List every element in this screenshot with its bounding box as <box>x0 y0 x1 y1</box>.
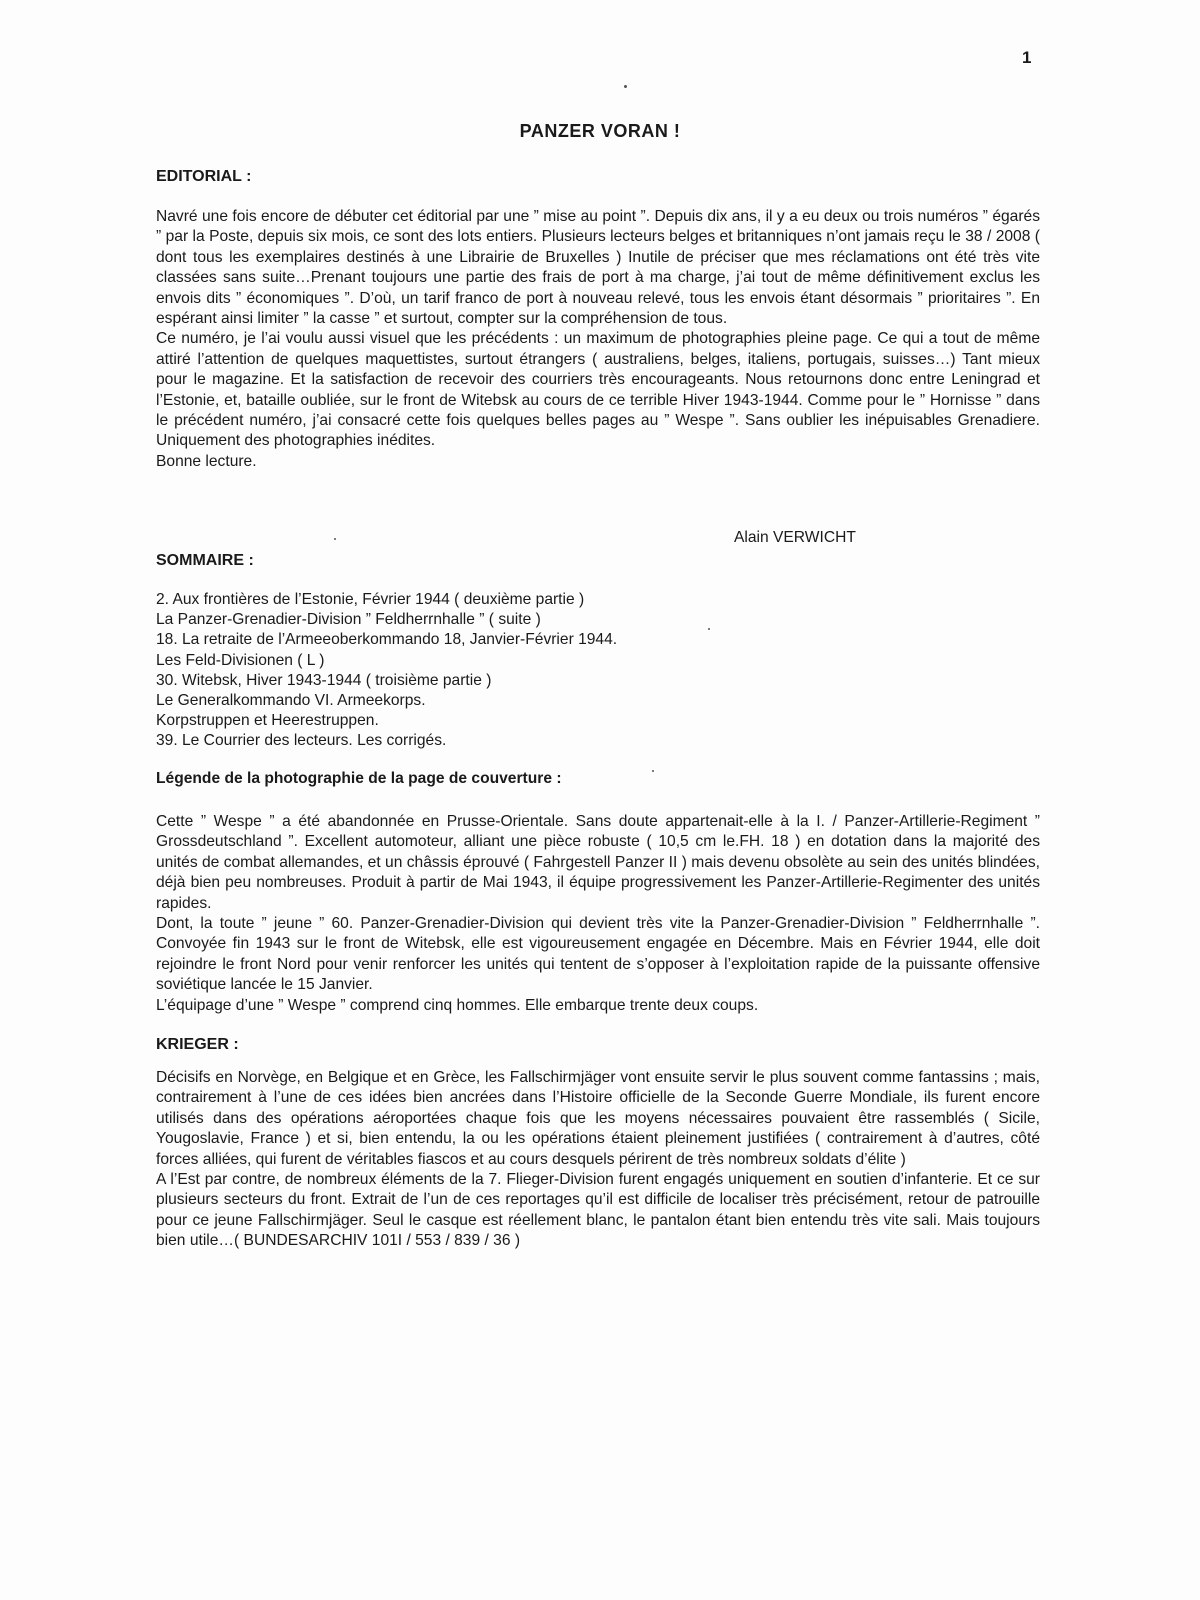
scan-speck <box>708 628 710 630</box>
toc-item: Le Generalkommando VI. Armeekorps. <box>156 692 426 710</box>
legende-paragraph: Dont, la toute ” jeune ” 60. Panzer-Grenadier-Division qui devient très vite la Panzer-Grenadier-Division ” Feldherrnhalle ”. Convoyée fin 1943 sur le front de Witebsk, elle est vigoureusement engagée en Décembre. Mais en Février 1944, elle doit rejoindre le front Nord pour venir renforcer les unités qui tentent de s’opposer à l’exploitation rapide de la puissante offensive soviétique lancée le 15 Janvier. <box>156 915 1040 994</box>
krieger-paragraph: A l’Est par contre, de nombreux éléments de la 7. Flieger-Division furent engagés uniquement en soutien d’infanterie. Et ce sur plusieurs secteurs du front. Extrait de l’un de ces reportages qu’il est difficile de localiser très précisément, retour de patrouille pour ce jeune Fallschirmjäger. Seul le casque est réellement blanc, le pantalon étant bien entendu très vite sali. Mais toujours bien utile…( BUNDESARCHIV 101I / 553 / 839 / 36 ) <box>156 1171 1040 1250</box>
editorial-heading: EDITORIAL : <box>156 168 252 185</box>
legende-paragraph: L’équipage d’une ” Wespe ” comprend cinq hommes. Elle embarque trente deux coups. <box>156 996 759 1014</box>
krieger-paragraph: Décisifs en Norvège, en Belgique et en Grèce, les Fallschirmjäger vont ensuite servir le plus souvent comme fantassins ; mais, contrairement à l’une de ces idées bien ancrées dans l’Histoire officielle de la Seconde Guerre Mondiale, ils furent encore utilisés dans des opérations aéroportées chaque fois que les moyens nécessaires pouvaient être rassemblés ( Sicile, Yougoslavie, France ) et si, bien entendu, la ou les opérations étaient pleinement justifiées ( contrairement à d’autres, côté forces alliées, qui furent de véritables fiascos et au cours desquels périrent de très nombreux soldats d’élite ) <box>156 1069 1040 1168</box>
scan-speck <box>624 85 627 88</box>
legende-paragraph: Cette ” Wespe ” a été abandonnée en Prusse-Orientale. Sans doute appartenait-elle à la I. / Panzer-Artillerie-Regiment ” Grossdeutschland ”. Excellent automoteur, alliant une pièce robuste ( 10,5 cm le.FH. 18 ) en dotation dans la majorité des unités de combat allemandes, et un châssis éprouvé ( Fahrgestell Panzer II ) mais devenu obsolète au sein des unités blindées, déjà bien peu nombreuses. Produit à partir de Mai 1943, il équipe progressivement les Panzer-Artillerie-Regimenter des unités rapides. <box>156 813 1040 912</box>
editorial-body <box>156 207 1040 472</box>
toc-item: 18. La retraite de l’Armeeoberkommando 18, Janvier-Février 1944. <box>156 631 618 649</box>
toc-item: La Panzer-Grenadier-Division ” Feldherrnhalle ” ( suite ) <box>156 611 541 629</box>
editorial-paragraph: Bonne lecture. <box>156 452 257 470</box>
scan-speck <box>652 770 654 772</box>
legende-body <box>156 812 1040 1016</box>
document-title: PANZER VORAN ! <box>519 121 681 141</box>
toc-item: 39. Le Courrier des lecteurs. Les corrigés. <box>156 732 447 750</box>
sommaire-heading: SOMMAIRE : <box>156 552 254 569</box>
page-number: 1 <box>1022 48 1032 67</box>
krieger-body <box>156 1068 1040 1252</box>
editorial-paragraph: Navré une fois encore de débuter cet éditorial par une ” mise au point ”. Depuis dix ans, il y a eu deux ou trois numéros ” égarés ” par la Poste, depuis six mois, ce sont des lots entiers. Plusieurs lecteurs belges et britanniques n’ont jamais reçu le 38 / 2008 ( dont tous les exemplaires destinés à une Librairie de Bruxelles ) Inutile de préciser que mes réclamations ont été très vite classées sans suite…Prenant toujours une partie des frais de port à ma charge, j’ai tout de même définitivement exclus les envois dits ” économiques ”. D’où, un tarif franco de port à nouveau relevé, tous les envois étant désormais ” prioritaires ”. En espérant ainsi limiter ” la casse ” et surtout, compter sur la compréhension de tous. <box>156 208 1040 328</box>
legende-heading: Légende de la photographie de la page de couverture : <box>156 770 562 787</box>
toc-item: Les Feld-Divisionen ( L ) <box>156 651 325 669</box>
scan-speck <box>334 538 336 540</box>
toc-item: 2. Aux frontières de l’Estonie, Février 1944 ( deuxième partie ) <box>156 591 585 608</box>
toc-item: Korpstruppen et Heerestruppen. <box>156 712 379 730</box>
krieger-heading: KRIEGER : <box>156 1036 239 1053</box>
table-of-contents <box>156 590 617 752</box>
editorial-signature: Alain VERWICHT <box>734 529 856 546</box>
toc-item: 30. Witebsk, Hiver 1943-1944 ( troisième partie ) <box>156 671 492 689</box>
editorial-paragraph: Ce numéro, je l’ai voulu aussi visuel que les précédents : un maximum de photographies pleine page. Ce qui a tout de même attiré l’attention de quelques maquettistes, surtout étrangers ( australiens, belges, italiens, portugais, suisses…) Tant mieux pour le magazine. Et la satisfaction de recevoir des courriers très encourageants. Nous retournons donc entre Leningrad et l’Estonie, et, bataille oubliée, sur le front de Witebsk au cours de ce terrible Hiver 1943-1944. Comme pour le ” Hornisse ” dans le précédent numéro, j’ai consacré cette fois quelques belles pages au ” Wespe ”. Sans oublier les inépuisables Grenadiere. Uniquement des photographies inédites. <box>156 330 1040 450</box>
